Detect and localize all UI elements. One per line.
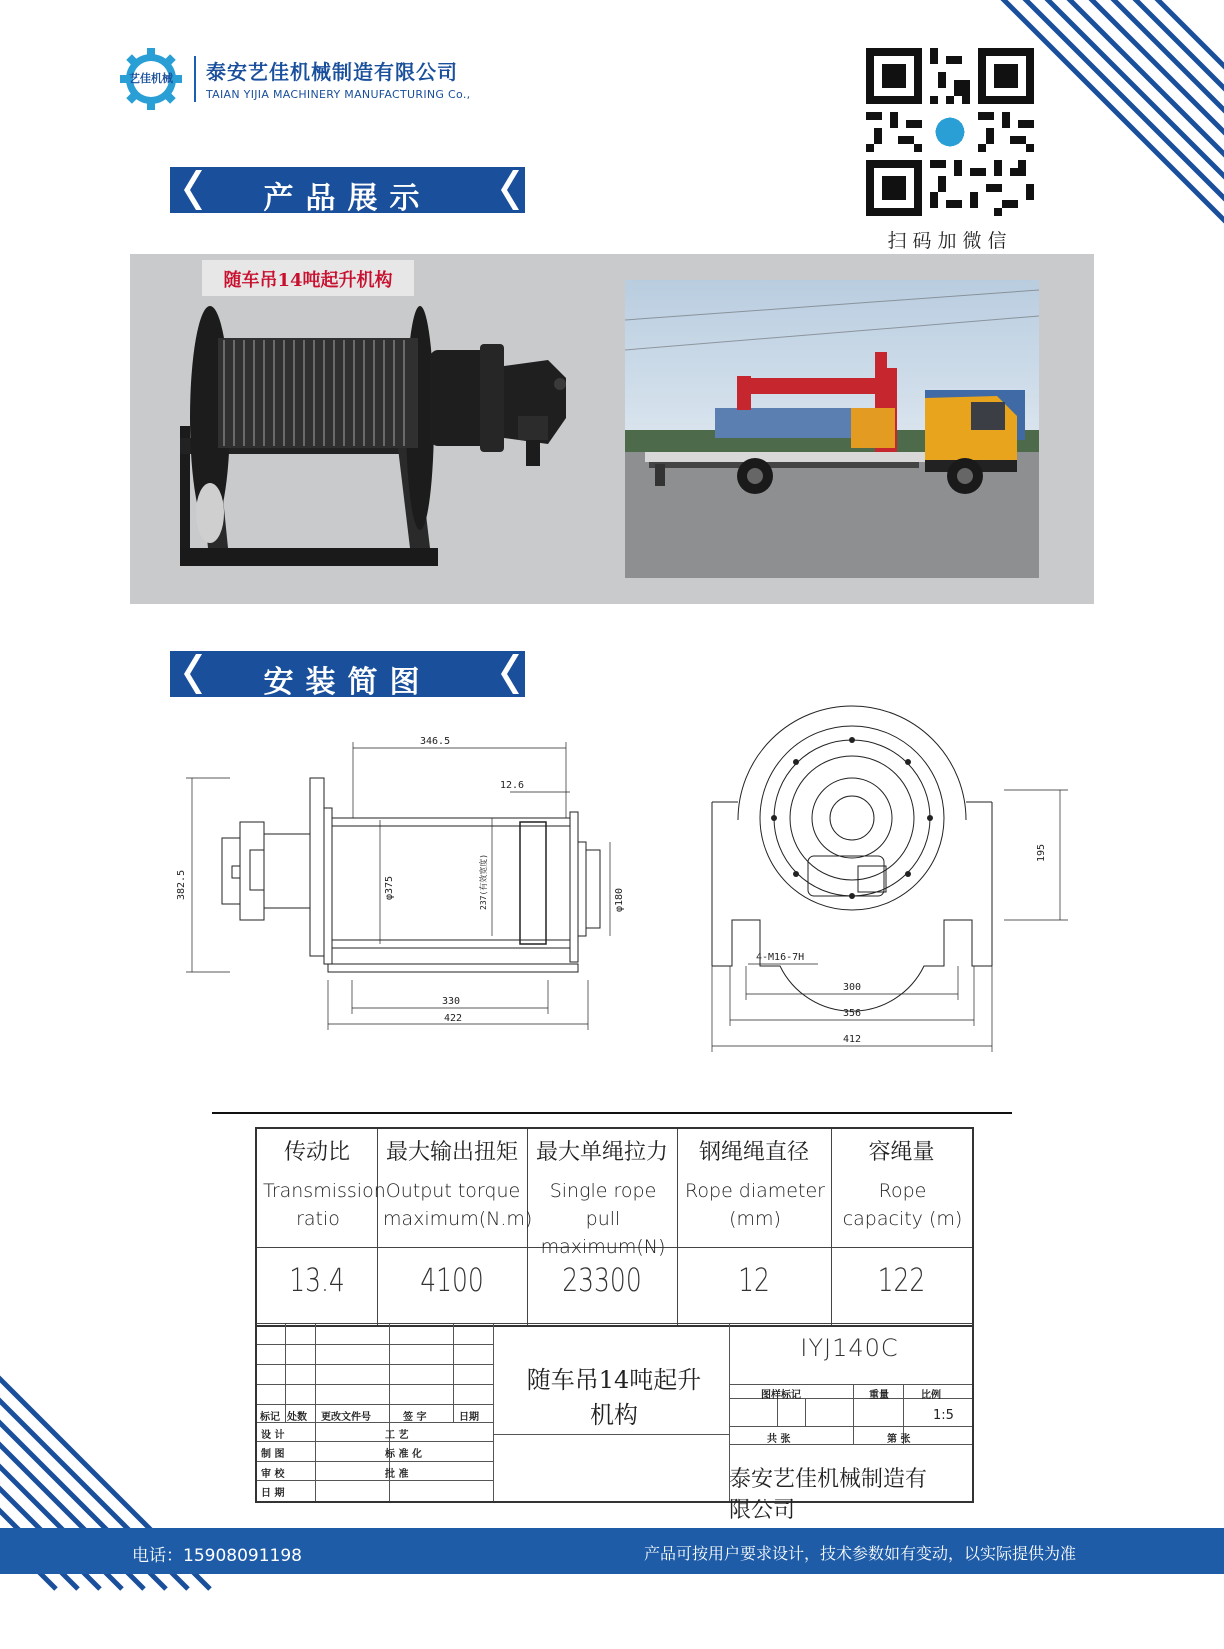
dim-356: 356 xyxy=(843,1008,862,1019)
dim-330: 330 xyxy=(442,996,461,1007)
spec-col-ratio xyxy=(257,1129,386,1325)
company-name-cn: 泰安艺佳机械制造有限公司 xyxy=(206,60,458,84)
rev-header: 签 字 xyxy=(403,1412,427,1423)
dim-flange: φ180 xyxy=(614,887,625,912)
drawing-model: IYJ140C xyxy=(800,1334,899,1362)
role-label: 工 艺 xyxy=(385,1430,409,1441)
spec-header-en: Rope capacity (m) xyxy=(842,1180,963,1230)
spec-col-diameter xyxy=(677,1129,832,1325)
role-label: 日 期 xyxy=(261,1488,285,1499)
spec-value: 4100 xyxy=(420,1261,484,1299)
side-view-drawing xyxy=(170,730,625,1090)
chevron-left-icon xyxy=(491,651,521,697)
logo-divider xyxy=(194,56,196,102)
footer-bar xyxy=(0,1528,1224,1574)
sheets-total: 共 张 xyxy=(767,1434,791,1445)
title-block-company: 泰安艺佳机械制造有限公司 xyxy=(729,1467,928,1523)
drawing-separator xyxy=(212,1112,1012,1114)
role-label: 标 准 化 xyxy=(385,1449,422,1460)
dim-300: 300 xyxy=(843,982,862,993)
dim-422: 422 xyxy=(444,1013,463,1024)
rev-header: 更改文件号 xyxy=(321,1412,371,1423)
spec-value: 13.4 xyxy=(289,1261,345,1299)
rev-header: 标记 xyxy=(260,1412,280,1423)
drawing-name: 随车吊14吨起升机构 xyxy=(526,1366,702,1429)
role-label: 设 计 xyxy=(261,1430,285,1441)
drawing-title-block xyxy=(255,1323,974,1523)
bolt-spec: 4-M16-7H xyxy=(756,952,805,963)
spec-header-cn: 传动比 xyxy=(283,1140,350,1165)
role-label: 制 图 xyxy=(261,1449,285,1460)
role-label: 批 准 xyxy=(385,1469,409,1480)
chevron-left-icon xyxy=(491,167,521,213)
dim-small: 12.6 xyxy=(500,780,525,791)
wechat-qr-code xyxy=(866,48,1034,216)
spec-header-en: Single rope pull maximum(N) xyxy=(540,1180,666,1258)
winch-photo xyxy=(168,298,588,588)
weight-label: 重量 xyxy=(869,1390,889,1401)
install-section-title: 安装简图 xyxy=(263,665,432,700)
dim-195: 195 xyxy=(1036,843,1047,862)
spec-header-en: Output torque maximum(N.m) xyxy=(383,1180,533,1230)
install-section-banner xyxy=(170,651,525,700)
company-logo xyxy=(120,48,182,110)
spec-header-en: Transmission ratio xyxy=(263,1180,386,1230)
spec-col-pull xyxy=(527,1129,678,1325)
truck-crane-photo xyxy=(625,280,1039,578)
drawing-mark-label: 图样标记 xyxy=(761,1390,801,1401)
product-section-banner xyxy=(170,167,525,216)
scale-value: 1:5 xyxy=(933,1408,954,1423)
phone-number: 电话：15908091198 xyxy=(132,1546,302,1566)
spec-value: 23300 xyxy=(562,1261,642,1299)
spec-header-cn: 钢绳绳直径 xyxy=(698,1140,809,1165)
dim-top: 346.5 xyxy=(420,736,451,747)
dim-height: 382.5 xyxy=(176,869,187,900)
dim-drum: φ375 xyxy=(384,875,395,900)
scale-label: 比例 xyxy=(921,1390,941,1401)
spec-header-cn: 最大输出扭矩 xyxy=(385,1140,518,1165)
spec-value: 122 xyxy=(877,1261,926,1299)
rev-header: 日期 xyxy=(459,1412,479,1423)
spec-col-capacity xyxy=(831,1129,972,1325)
role-label: 审 校 xyxy=(261,1469,285,1480)
logo-text: 艺佳机械 xyxy=(129,72,173,85)
sheet-number: 第 张 xyxy=(887,1434,911,1445)
dim-412: 412 xyxy=(843,1034,862,1045)
footer-note: 产品可按用户要求设计，技术参数如有变动，以实际提供为准 xyxy=(643,1544,1076,1563)
spec-header-cn: 最大单绳拉力 xyxy=(535,1140,668,1165)
company-name-en: TAIAN YIJIA MACHINERY MANUFACTURING Co., xyxy=(206,88,471,101)
rev-header: 处数 xyxy=(287,1412,307,1423)
end-view-drawing xyxy=(708,706,1078,1102)
qr-caption: 扫码加微信 xyxy=(887,230,1013,252)
spec-table xyxy=(255,1127,974,1327)
spec-col-torque xyxy=(377,1129,533,1325)
gallery-tag xyxy=(202,260,414,296)
dim-inner: 237(有效宽度) xyxy=(479,853,488,910)
product-section-title: 产品展示 xyxy=(263,181,432,216)
gallery-tag-label: 随车吊14吨起升机构 xyxy=(223,270,393,291)
spec-value: 12 xyxy=(738,1261,770,1299)
spec-header-cn: 容绳量 xyxy=(868,1140,935,1165)
spec-header-en: Rope diameter (mm) xyxy=(685,1180,825,1230)
